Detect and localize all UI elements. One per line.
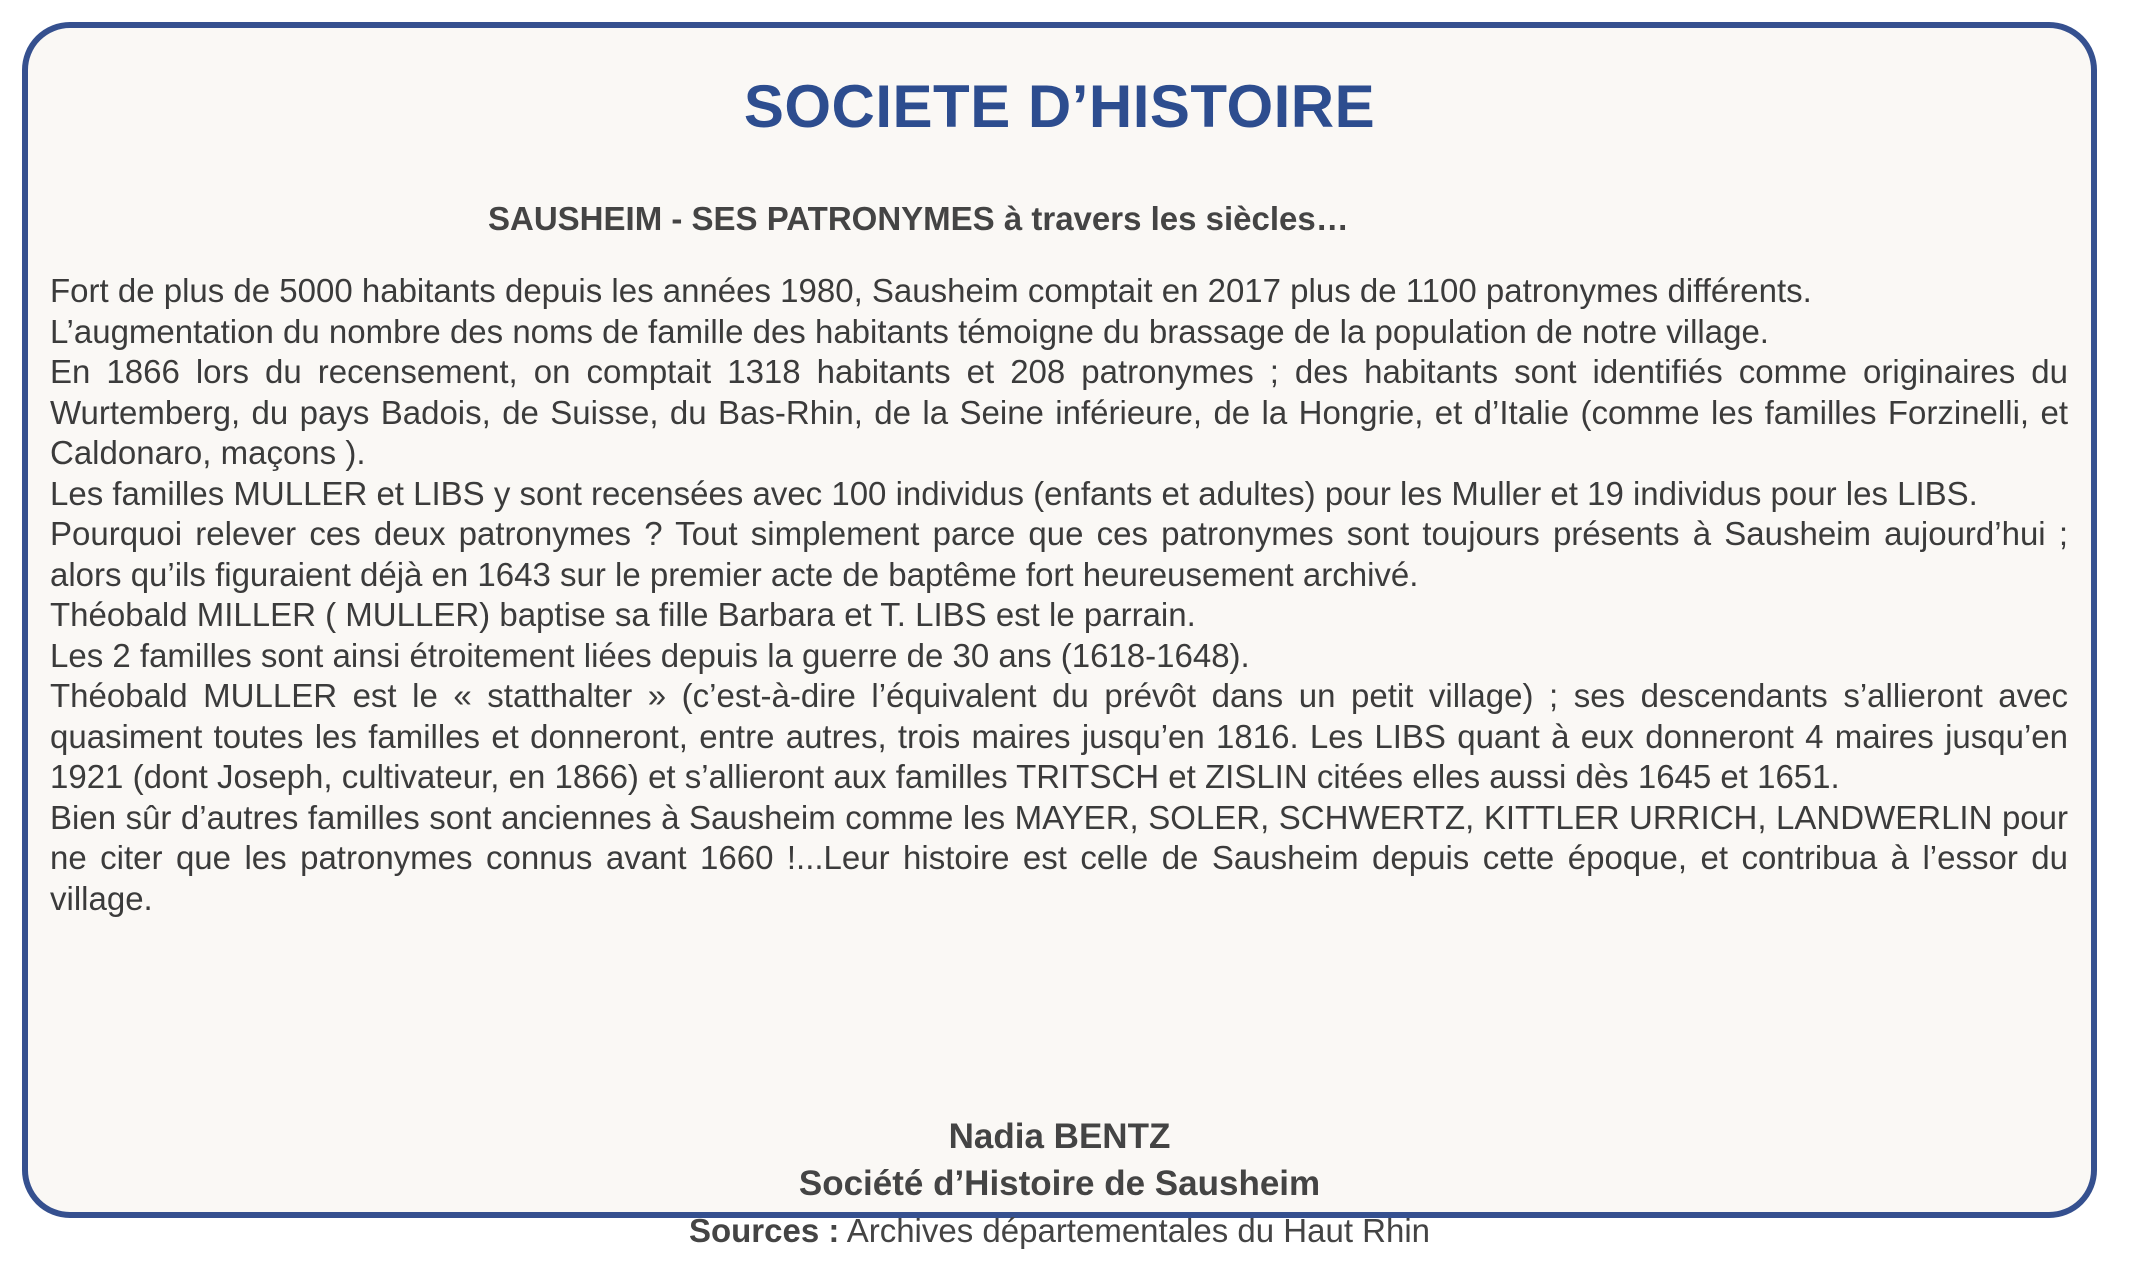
article-frame — [22, 22, 2097, 1249]
paragraph-2: L’augmentation du nombre des noms de famille des habitants témoigne du brassage de la population de notre village. — [50, 312, 1769, 350]
page-title: SOCIETE D’HISTOIRE — [743, 73, 1376, 140]
signature-block — [28, 1113, 2091, 1254]
paragraph-7: Les 2 familles sont ainsi étroitement liées depuis la guerre de 30 ans (1618-1648). — [50, 636, 1250, 674]
paragraph-6: Théobald MILLER ( MULLER) baptise sa fille Barbara et T. LIBS est le parrain. — [50, 596, 1196, 633]
paragraph-3: En 1866 lors du recensement, on comptait 1318 habitants et 208 patronymes ; des habitants sont identifiés comme originaires du Wurtemberg, du pays Badois, de Suisse, du Bas-Rhin, de la Seine inférieure, de la Hongrie, et d’Italie (comme les familles Forzinelli, et Caldonaro, maçons ). — [50, 353, 2068, 471]
paragraph-8: Théobald MULLER est le « statthalter » (c’est-à-dire l’équivalent du prévôt dans un petit village) ; ses descendants s’allieront avec quasiment toutes les familles et donneront, entre autres, trois maires jusqu’en 1816. Les LIBS quant à eux donneront 4 maires jusqu’en 1921 (dont Joseph, cultivateur, en 1866) et s’allieront aux familles TRITSCH et ZISLIN citées elles aussi dès 1645 et 1651. — [50, 677, 2068, 795]
sources-line — [28, 1207, 2091, 1254]
paragraph-1: Fort de plus de 5000 habitants depuis les années 1980, Sausheim comptait en 2017 plus de 1100 patronymes différents. — [50, 272, 1812, 309]
article-body — [50, 271, 2068, 919]
sources-label: Sources : — [688, 1212, 840, 1249]
paragraph-4: Les familles MULLER et LIBS y sont recensées avec 100 individus (enfants et adultes) pour les Muller et 19 individus pour les LIBS. — [50, 474, 1978, 512]
sources-text: Archives départementales du Haut Rhin — [846, 1212, 1431, 1249]
organization-name: Société d’Histoire de Sausheim — [798, 1164, 1321, 1203]
author-name: Nadia BENTZ — [948, 1117, 1171, 1156]
article-subtitle: SAUSHEIM - SES PATRONYMES à travers les siècles… — [488, 200, 1349, 237]
paragraph-9: Bien sûr d’autres familles sont anciennes à Sausheim comme les MAYER, SOLER, SCHWERTZ, KITTLER URRICH, LANDWERLIN pour ne citer que les patronymes connus avant 1660 !...Leur histoire est celle de Sausheim depuis cette époque, et contribua à l’essor du village. — [50, 798, 2068, 917]
paragraph-5: Pourquoi relever ces deux patronymes ? Tout simplement parce que ces patronymes sont toujours présents à Sausheim aujourd’hui ; alors qu’ils figuraient déjà en 1643 sur le premier acte de baptême fort heureusement archivé. — [50, 515, 2068, 593]
